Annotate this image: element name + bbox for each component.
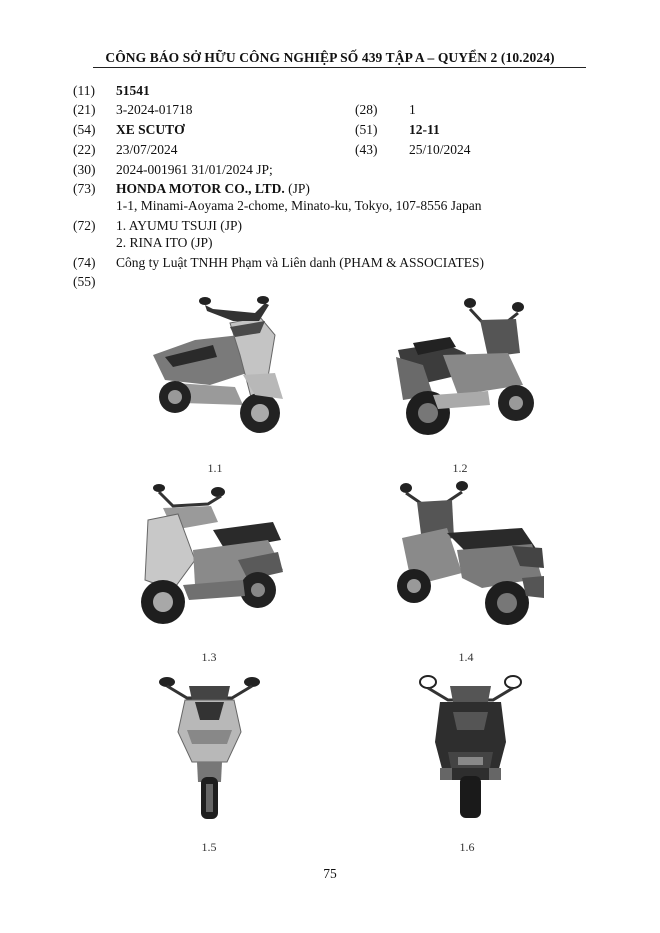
owner-address: 1-1, Minami-Aoyama 2-chome, Minato-ku, Tokyo, 107-8556 Japan	[116, 198, 482, 213]
application-number: 3-2024-01718	[116, 102, 193, 117]
field-code: (51)	[355, 122, 378, 137]
field-code: (11)	[73, 83, 95, 98]
author-2: 2. RINA ITO (JP)	[116, 235, 213, 250]
field-code: (22)	[73, 142, 96, 157]
page-number: 75	[323, 866, 337, 881]
gazette-header: CÔNG BÁO SỞ HỮU CÔNG NGHIỆP SỐ 439 TẬP A – QUYỂN 2 (10.2024)	[105, 50, 555, 65]
publication-date: 25/10/2024	[409, 142, 471, 157]
scooter-figure-1-5	[157, 672, 262, 822]
design-title: XE SCUTƠ	[116, 122, 185, 137]
scooter-figure-1-3	[133, 480, 288, 635]
scooter-figure-1-2	[388, 295, 538, 447]
field-code: (28)	[355, 102, 378, 117]
figure-caption: 1.5	[201, 840, 217, 854]
representative: Công ty Luật TNHH Phạm và Liên danh (PHAM & ASSOCIATES)	[116, 255, 484, 270]
registration-number: 51541	[116, 83, 150, 98]
field-code: (21)	[73, 102, 96, 117]
priority-data: 2024-001961 31/01/2024 JP;	[116, 162, 273, 177]
field-code: (74)	[73, 255, 96, 270]
figure-caption: 1.2	[452, 461, 468, 475]
header-rule	[93, 67, 586, 68]
scooter-figure-1-6	[418, 672, 523, 822]
field-code: (43)	[355, 142, 378, 157]
field-code: (30)	[73, 162, 96, 177]
field-code: (72)	[73, 218, 96, 233]
figure-caption: 1.6	[459, 840, 475, 854]
field-code: (73)	[73, 181, 96, 196]
figure-caption: 1.3	[201, 650, 217, 664]
owner-country: (JP)	[284, 181, 310, 196]
scooter-figure-1-4	[392, 478, 547, 630]
field-code: (55)	[73, 274, 96, 289]
field-code: (54)	[73, 122, 96, 137]
figure-caption: 1.1	[207, 461, 223, 475]
design-count: 1	[409, 102, 416, 117]
filing-date: 23/07/2024	[116, 142, 178, 157]
scooter-figure-1-1	[135, 295, 295, 445]
locarno-class: 12-11	[409, 122, 440, 137]
author-1: 1. AYUMU TSUJI (JP)	[116, 218, 243, 233]
owner	[116, 181, 310, 197]
owner-name: HONDA MOTOR CO., LTD.	[116, 181, 285, 196]
figure-caption: 1.4	[458, 650, 474, 664]
